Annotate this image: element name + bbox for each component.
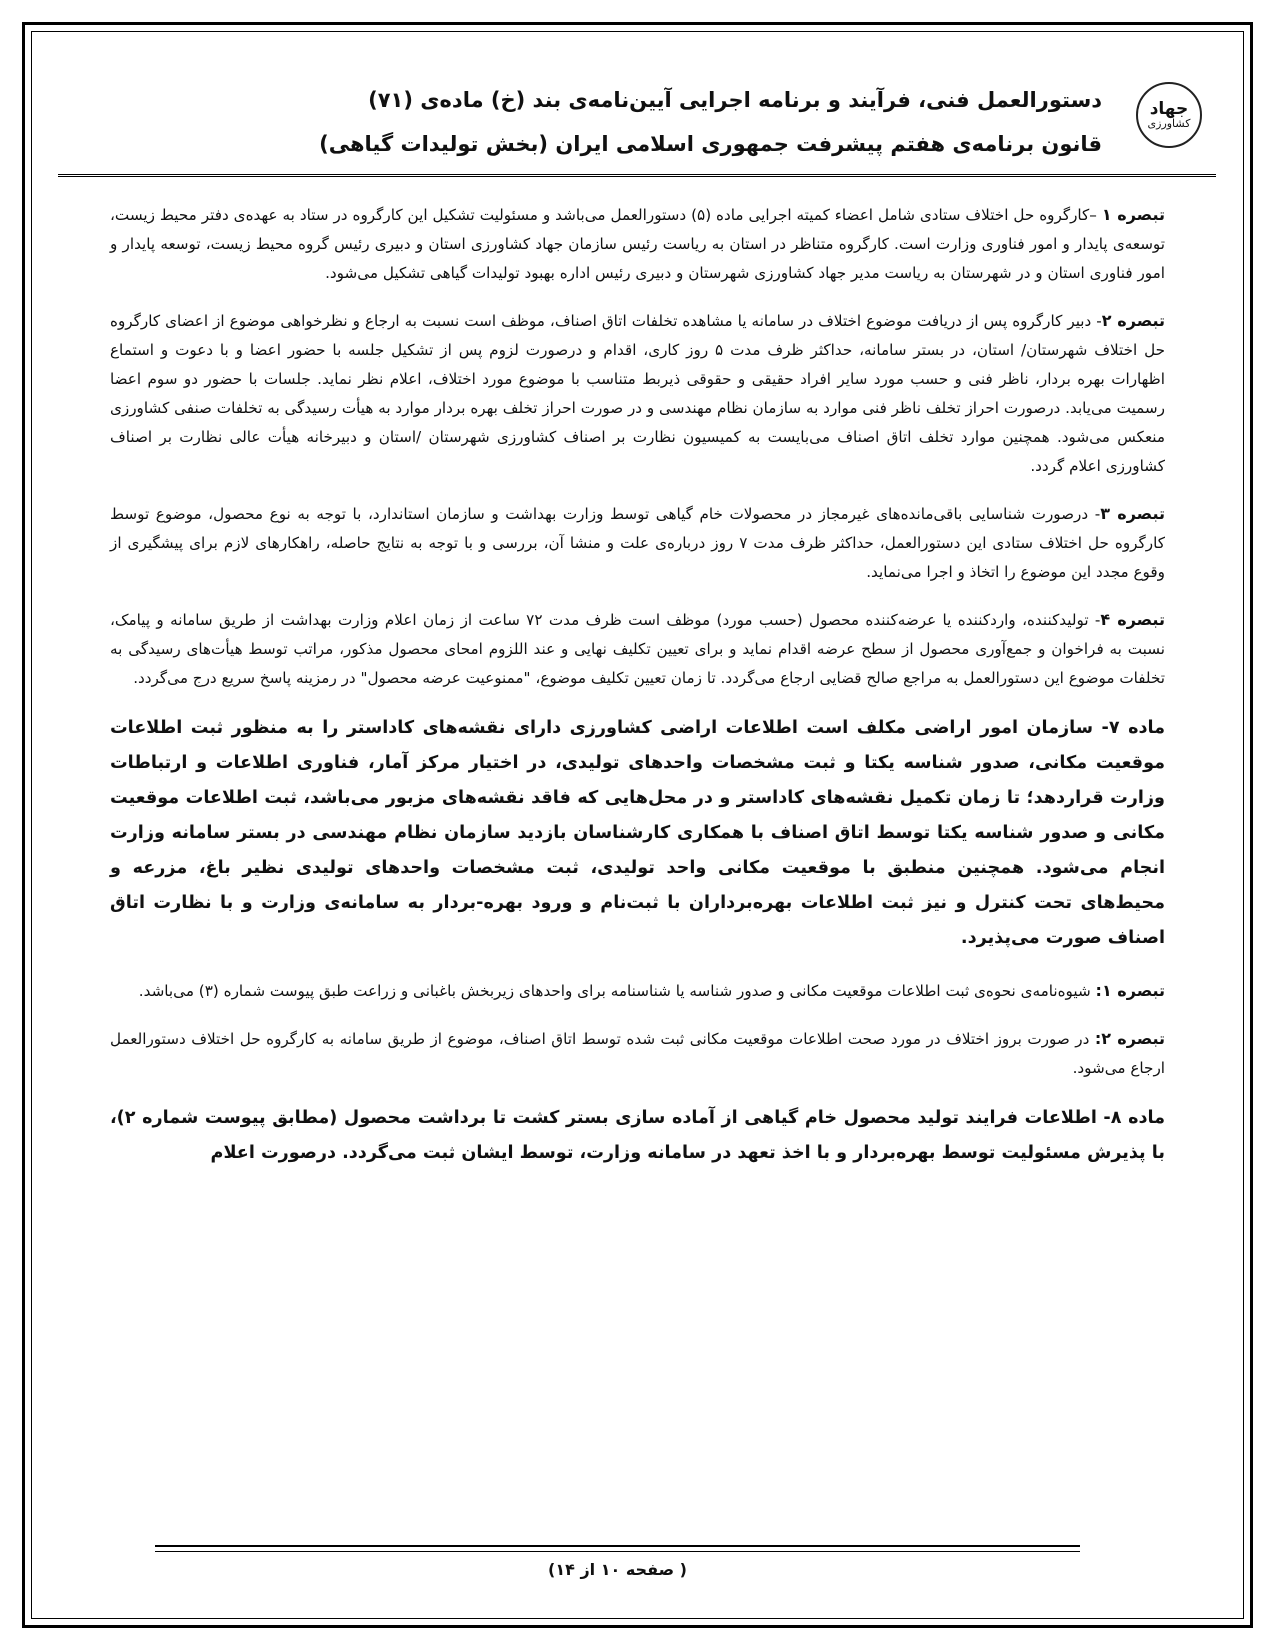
article-label: ماده ۸	[1110, 1108, 1165, 1128]
note-text: - دبیر کارگروه پس از دریافت موضوع اختلاف در سامانه یا مشاهده تخلفات اتاق اصناف، موظف است نسبت به ارجاع و نظرخواهی موضوع از اعضای کارگروه حل اختلاف شهرستان/ استان، در بستر سامانه، حداکثر ظرف مدت ۵ روز کاری، اقدام و درصورت لزوم پس از تشکیل جلسه با حضور اعضا و با دعوت و استماع اظهارات بهره بردار، ناظر فنی و حسب مورد سایر افراد حقیقی و حقوقی ذیربط متناسب با موضوع مورد اختلاف، اعلام نظر نماید. جلسات با حضور دو سوم اعضا رسمیت می‌یابد. درصورت احراز تخلف ناظر فنی موارد به سازمان نظام مهندسی و در صورت احراز تخلف بهره بردار موارد به هیأت رسیدگی به تخلفات صنفی کشاورزی منعکس می‌شود. همچنین موارد تخلف اتاق اصناف می‌بایست به کمیسیون نظارت بر اصناف کشاورزی شهرستان /استان و دبیرخانه هیأت عالی نظارت بر اصناف کشاورزی اعلام گردد.	[110, 312, 1165, 475]
note-text: –کارگروه حل اختلاف ستادی شامل اعضاء کمیته اجرایی ماده (۵) دستورالعمل می‌باشد و مسئولیت تشکیل این کارگروه در ستاد به عهده‌ی دفتر محیط زیست، توسعه‌ی پایدار و امور فناوری وزارت است. کارگروه متناظر در استان به ریاست رئیس سازمان جهاد کشاورزی استان و دبیری رئیس گروه محیط زیست، توسعه پایدار و امور فناوری استان و در شهرستان به ریاست مدیر جهاد کشاورزی شهرستان و دبیری رئیس اداره بهبود تولیدات گیاهی تشکیل می‌شود.	[110, 206, 1165, 282]
title-line-1: دستورالعمل فنی، فرآیند و برنامه اجرایی آیین‌نامه‌ی بند (خ) ماده‌ی (۷۱)	[368, 88, 1102, 112]
note-label: تبصره ۱:	[1095, 981, 1165, 1000]
page-header	[60, 72, 1191, 172]
note-text: - درصورت شناسایی باقی‌مانده‌های غیرمجاز در محصولات خام گیاهی توسط وزارت بهداشت و سازمان استاندارد، با توجه به نوع محصول، موضوع توسط کارگروه حل اختلاف ستادی این دستورالعمل، حداکثر ظرف مدت ۷ روز درباره‌ی علت و منشا آن، بررسی و با توجه به نتایج حاصله، راهکارهای لازم برای پیشگیری از وقوع مجدد این موضوع را اتخاذ و اجرا می‌نماید.	[110, 505, 1165, 581]
document-title	[319, 78, 1102, 166]
article-paragraph	[110, 1101, 1165, 1171]
article-paragraph	[110, 711, 1165, 956]
logo-text-1: جهاد	[1149, 99, 1189, 119]
title-line-2: قانون برنامه‌ی هفتم پیشرفت جمهوری اسلامی ایران (بخش تولیدات گیاهی)	[319, 132, 1102, 156]
article-label: ماده ۷	[1108, 718, 1165, 738]
note-paragraph	[110, 1024, 1165, 1083]
note-paragraph	[110, 499, 1165, 587]
note-label: تبصره ۲:	[1094, 1029, 1166, 1048]
document-body	[110, 200, 1165, 1191]
footer-divider	[155, 1545, 1080, 1547]
note-text: - تولیدکننده، واردکننده یا عرضه‌کننده محصول (حسب مورد) موظف است ظرف مدت ۷۲ ساعت از زمان اعلام وزارت بهداشت از طریق سامانه و پیامک، نسبت به فراخوان و جمع‌آوری محصول از سطح عرضه اقدام نماید و برای تعیین تکلیف نهایی و عند اللزوم امحای محصول مذکور، مراتب توسط هیأت‌های رسیدگی به تخلفات موضوع این دستورالعمل به مراجع صالح قضایی ارجاع می‌گردد. تا زمان تعیین تکلیف موضوع، "ممنوعیت عرضه محصول" در رمزینه پاسخ سریع درج می‌گردد.	[110, 611, 1165, 687]
note-paragraph	[110, 976, 1165, 1006]
jahad-keshavarzi-logo	[1136, 82, 1202, 148]
note-label: تبصره ۴	[1100, 610, 1165, 629]
note-paragraph	[110, 605, 1165, 693]
note-paragraph	[110, 200, 1165, 288]
note-label: تبصره ۳	[1100, 504, 1165, 523]
article-text: - اطلاعات فرایند تولید محصول خام گیاهی از آماده سازی بستر کشت تا برداشت محصول (مطابق پیوست شماره ۲)، با پذیرش مسئولیت توسط بهره‌بردار و با اخذ تعهد در سامانه وزارت، توسط ایشان ثبت می‌گردد. درصورت اعلام	[110, 1108, 1165, 1163]
note-paragraph	[110, 306, 1165, 481]
footer-divider-thin	[155, 1551, 1080, 1552]
logo-text-2: کشاورزی	[1147, 117, 1191, 130]
page-number: ( صفحه ۱۰ از ۱۴)	[548, 1560, 687, 1579]
note-label: تبصره ۱	[1101, 205, 1165, 224]
note-text: در صورت بروز اختلاف در مورد صحت اطلاعات موقعیت مکانی ثبت شده توسط اتاق اصناف، موضوع از طریق سامانه به کارگروه حل اختلاف دستورالعمل ارجاع می‌شود.	[110, 1030, 1165, 1077]
article-text: - سازمان امور اراضی مکلف است اطلاعات اراضی کشاورزی دارای نقشه‌های کاداستر را به منظور ثبت اطلاعات موقعیت مکانی، صدور شناسه یکتا و ثبت مشخصات واحدهای تولیدی، در اختیار مرکز آمار، فناوری اطلاعات و ارتباطات وزارت قراردهد؛ تا زمان تکمیل نقشه‌های کاداستر و در محل‌هایی که فاقد نقشه‌های مزبور می‌باشد، ثبت اطلاعات موقعیت مکانی و صدور شناسه یکتا توسط اتاق اصناف با همکاری کارشناسان بازدید سازمان نظام مهندسی در بستر سامانه وزارت انجام می‌شود. همچنین منطبق با موقعیت مکانی واحد تولیدی، ثبت مشخصات واحدهای تولیدی نظیر باغ، مزرعه و محیط‌های تحت کنترل و نیز ثبت اطلاعات بهره‌برداران با ثبت‌نام و ورود بهره-بردار به سامانه‌ی وزارت و با نظارت اتاق اصناف صورت می‌پذیرد.	[110, 718, 1165, 948]
note-label: تبصره ۲	[1101, 311, 1165, 330]
header-divider	[58, 174, 1216, 177]
note-text: شیوه‌نامه‌ی نحوه‌ی ثبت اطلاعات موقعیت مکانی و صدور شناسه یا شناسنامه برای واحدهای زیربخش باغبانی و زراعت طبق پیوست شماره (۳) می‌باشد.	[138, 982, 1096, 1000]
